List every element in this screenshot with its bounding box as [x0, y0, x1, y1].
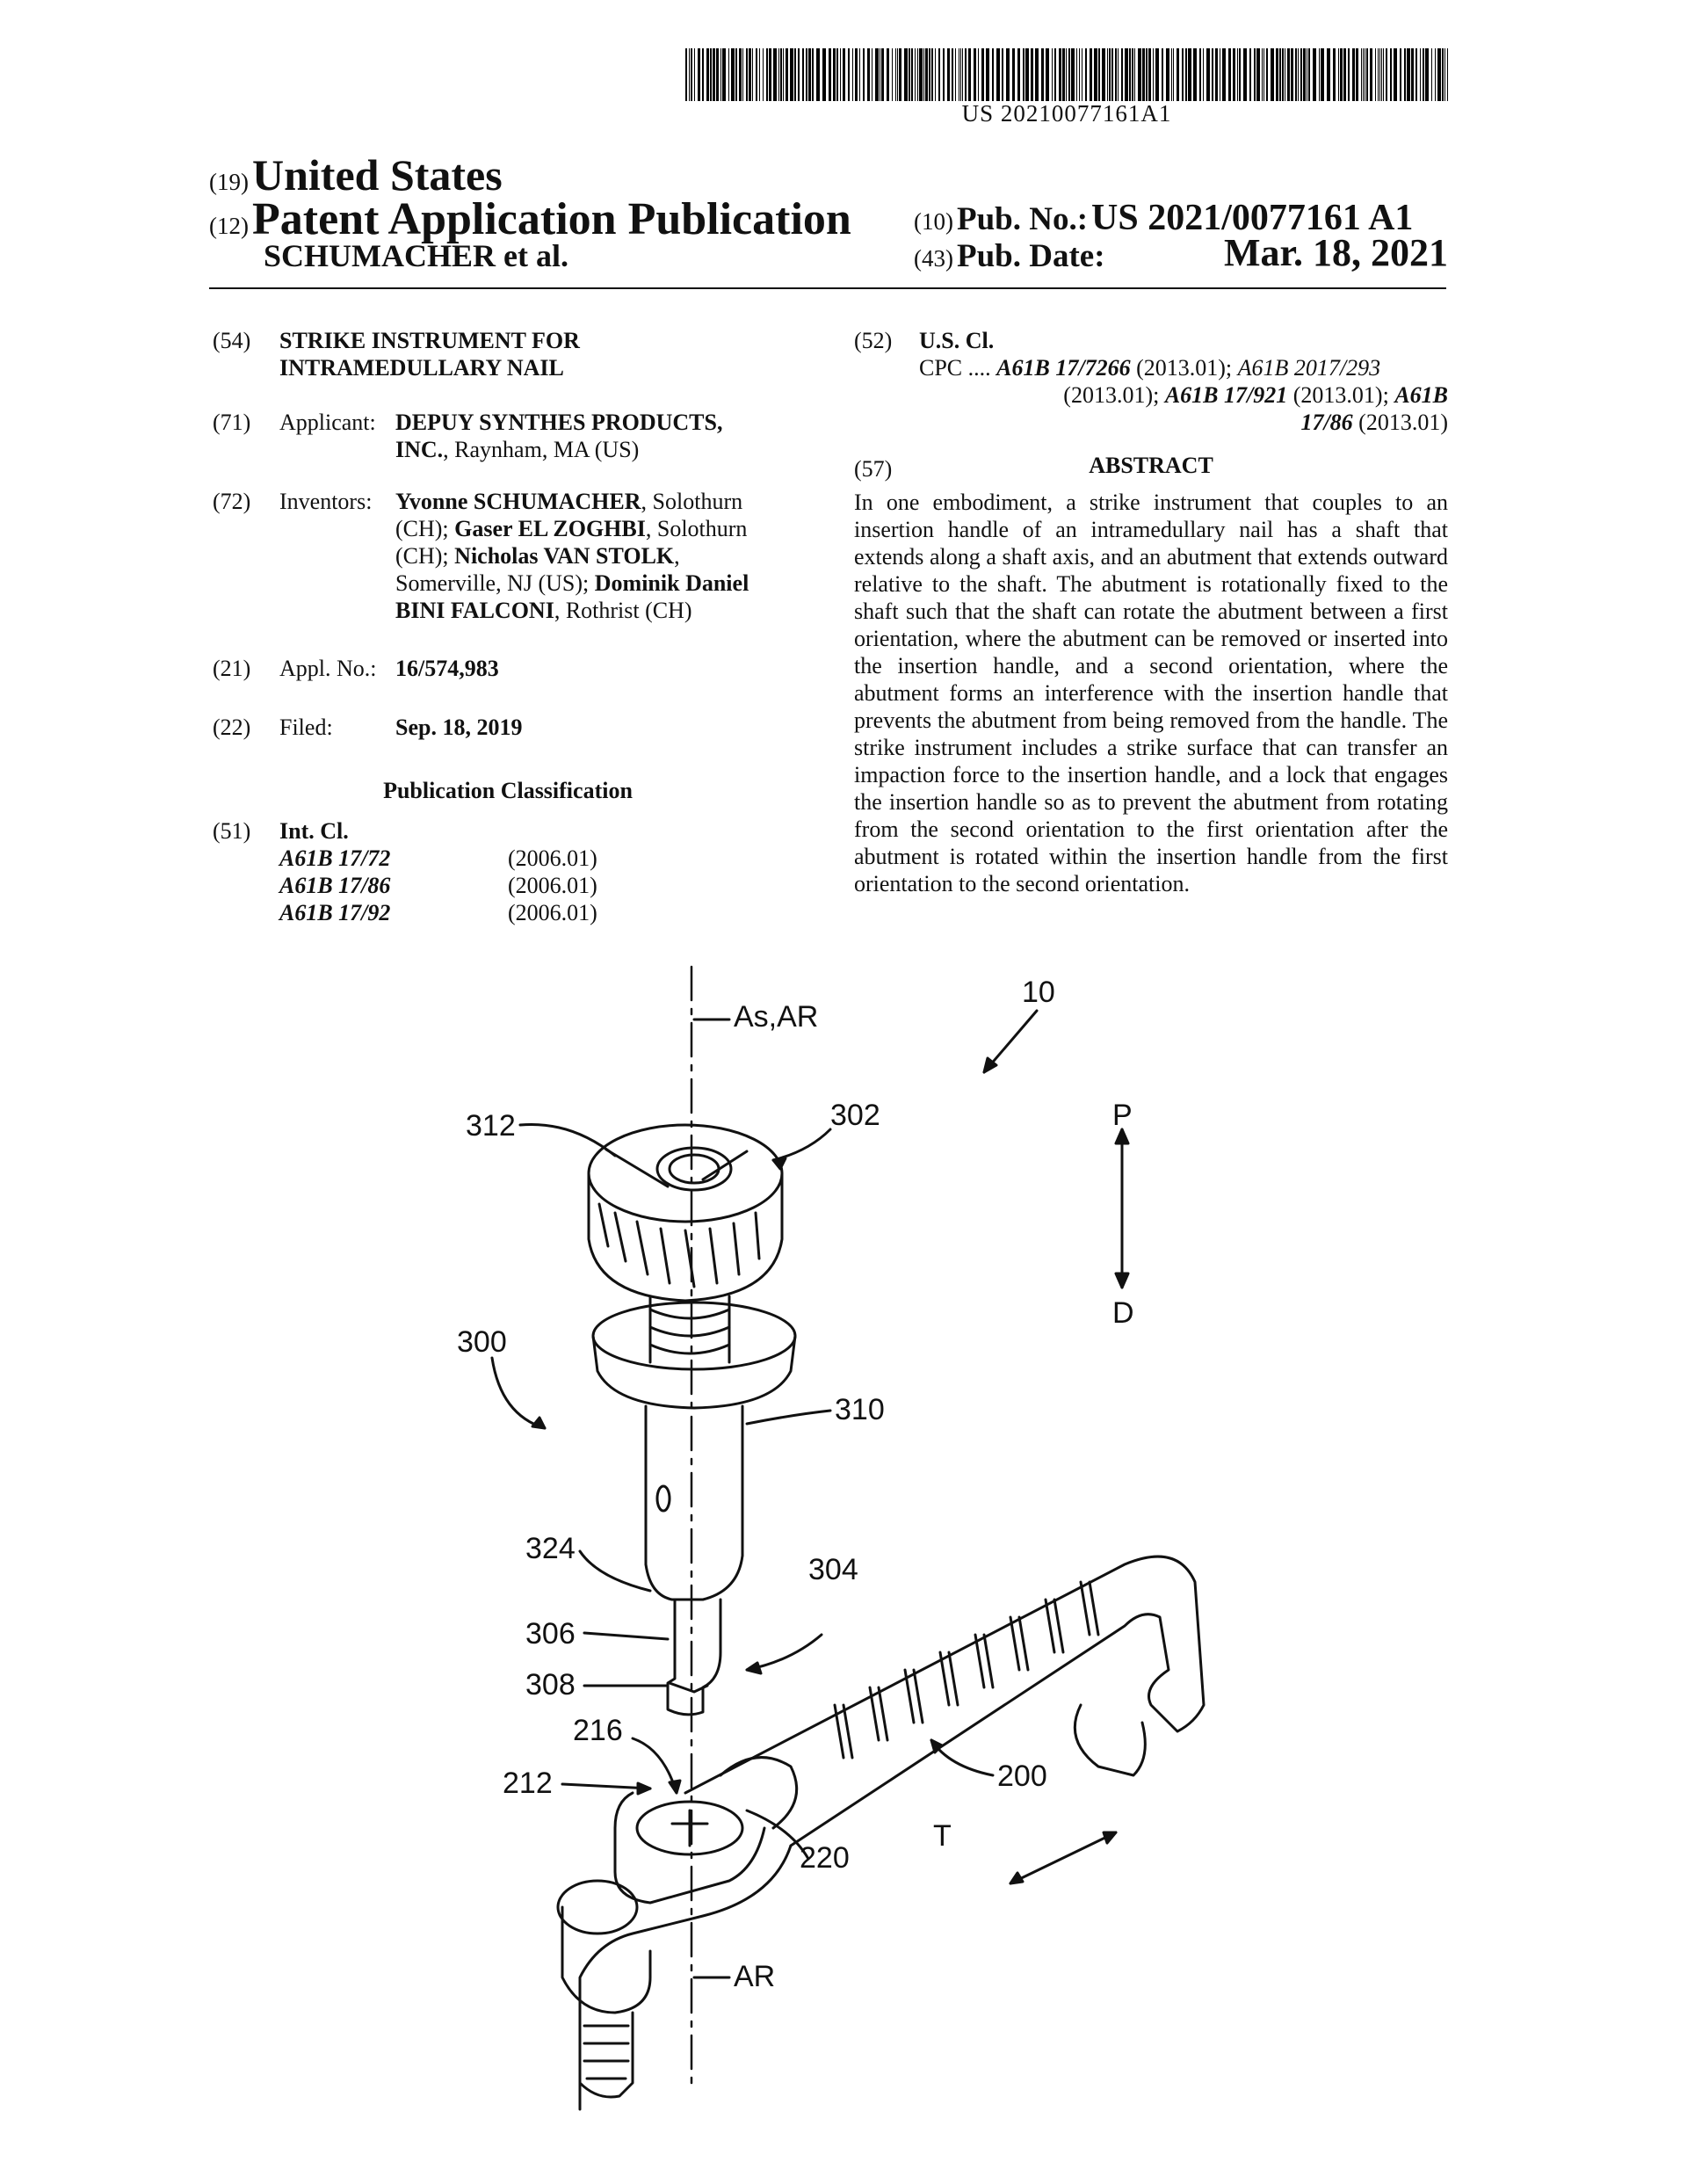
label-ref-220: 220 — [800, 1841, 850, 1875]
publication-type: Patent Application Publication — [251, 194, 851, 244]
inventor-location: , Rothrist (CH) — [554, 598, 692, 623]
barcode-bar — [968, 48, 971, 101]
appl-label: Appl. No.: — [279, 656, 377, 681]
barcode-bar — [1107, 48, 1108, 101]
inventors-label: Inventors: — [279, 489, 373, 514]
barcode-bar — [996, 48, 1000, 101]
label-ref-212: 212 — [503, 1767, 553, 1800]
title-line-1: STRIKE INSTRUMENT FOR — [279, 328, 580, 353]
authors: SCHUMACHER et al. — [264, 238, 568, 273]
barcode-bar — [1142, 48, 1145, 101]
barcode-bar — [769, 48, 771, 101]
barcode-bar — [1132, 48, 1133, 101]
barcode-bar — [1404, 48, 1406, 101]
barcode-bar — [1276, 48, 1278, 101]
barcode-bar — [1041, 48, 1044, 101]
intcl-class: A61B 17/72 — [279, 845, 391, 871]
barcode-bar — [689, 48, 690, 101]
barcode-bar — [1173, 48, 1174, 101]
barcode-bar — [919, 48, 923, 101]
barcode-bar — [892, 48, 893, 101]
intcl-class: A61B 17/86 — [279, 873, 391, 898]
inventor-name: Dominik Daniel — [594, 570, 749, 596]
inventors-line-5 — [395, 597, 692, 624]
inventor-location: , Solothurn — [645, 516, 748, 541]
barcode-bar — [978, 48, 979, 101]
intcl-class: A61B 17/92 — [279, 900, 391, 925]
barcode-bar — [952, 48, 953, 101]
cpc-year: (2013.01); — [1287, 382, 1395, 408]
barcode-bar — [1059, 48, 1061, 101]
barcode-bar — [1308, 48, 1310, 101]
label-axis-top: As,AR — [734, 1000, 819, 1034]
intcl-year: (2006.01) — [508, 873, 597, 898]
barcode-bar — [1271, 48, 1274, 101]
barcode-bar — [1379, 48, 1380, 101]
barcode-bar — [1046, 48, 1049, 101]
barcode-bar — [1102, 48, 1105, 101]
threaded-spring — [650, 1296, 729, 1362]
inventor-separator: , — [674, 543, 680, 569]
barcode-bar — [943, 48, 945, 101]
barcode-bar — [1333, 48, 1336, 101]
barcode-bar — [716, 48, 719, 101]
barcode-bar — [962, 48, 963, 101]
header-divider — [209, 287, 1446, 289]
barcode-bar — [1400, 48, 1401, 101]
barcode-bar — [911, 48, 913, 101]
barcode-bar — [925, 48, 928, 101]
inventor-name: Gaser EL ZOGHBI — [454, 516, 646, 541]
barcode-bar — [1035, 48, 1039, 101]
barcode-bar — [1125, 48, 1128, 101]
barcode-bar — [1423, 48, 1424, 101]
barcode-bar — [1319, 48, 1320, 101]
barcode-bar — [1111, 48, 1113, 101]
barcode-bar — [1017, 48, 1020, 101]
barcode-bar — [1340, 48, 1343, 101]
barcode-bar — [829, 48, 831, 101]
barcode-bar — [915, 48, 916, 101]
barcode-bar — [1343, 48, 1346, 101]
barcode-bar — [947, 48, 950, 101]
applicant-inc: INC. — [395, 437, 444, 462]
barcode-bar — [710, 48, 712, 101]
barcode-bar — [1031, 48, 1033, 101]
pubclass-heading: Publication Classification — [383, 778, 633, 803]
barcode-bar — [1425, 48, 1429, 101]
inventor-location: , Solothurn — [641, 489, 743, 514]
inventor-name: Nicholas VAN STOLK — [454, 543, 675, 569]
barcode-bar — [1115, 48, 1117, 101]
barcode-bar — [759, 48, 760, 101]
intcl-year: (2006.01) — [508, 900, 597, 925]
barcode-bar — [1291, 48, 1293, 101]
barcode-bar — [1177, 48, 1179, 101]
barcode-bar — [965, 48, 967, 101]
barcode-bar — [855, 48, 858, 101]
barcode-bar — [1153, 48, 1154, 101]
label-ref-310: 310 — [835, 1393, 885, 1426]
barcode-bar — [1166, 48, 1169, 101]
barcode-bar — [1148, 48, 1151, 101]
barcode-bar — [881, 48, 884, 101]
barcode-bar — [694, 48, 695, 101]
barcode-bar — [1370, 48, 1372, 101]
inventors-line-3 — [395, 542, 680, 570]
barcode-bar — [1366, 48, 1368, 101]
pubno-code: (10) — [914, 208, 953, 235]
title-line-2: INTRAMEDULLARY NAIL — [279, 355, 564, 381]
barcode-bar — [1237, 48, 1238, 101]
barcode-bar — [1298, 48, 1299, 101]
country-code: (19) — [209, 169, 249, 195]
barcode-bar — [1407, 48, 1410, 101]
barcode-bar — [806, 48, 807, 101]
barcode-bar — [986, 48, 989, 101]
barcode-bar — [1256, 48, 1260, 101]
intcl-code: (51) — [213, 818, 251, 844]
barcode-bar — [1386, 48, 1387, 101]
barcode-bar — [1394, 48, 1397, 101]
type-code: (12) — [209, 213, 249, 239]
applicant-line-2 — [395, 436, 639, 463]
applicant-line-1: DEPUY SYNTHES PRODUCTS, — [395, 410, 723, 435]
label-ref-308: 308 — [525, 1668, 576, 1701]
cpc-line-3 — [879, 409, 1448, 436]
barcode-bar — [720, 48, 721, 101]
barcode — [685, 48, 1448, 101]
cpc-year: (2013.01); — [1063, 382, 1165, 408]
label-dir-t: T — [933, 1819, 952, 1853]
abutment — [668, 1600, 720, 1715]
barcode-bar — [1381, 48, 1382, 101]
barcode-bar — [1129, 48, 1131, 101]
barcode-bar — [923, 48, 924, 101]
abstract-heading: ABSTRACT — [1089, 453, 1213, 478]
barcode-bar — [1085, 48, 1087, 101]
intcl-label: Int. Cl. — [279, 818, 349, 844]
barcode-bar — [836, 48, 838, 101]
barcode-bar — [1006, 48, 1010, 101]
appl-code: (21) — [213, 656, 251, 681]
barcode-bar — [752, 48, 753, 101]
cpc-line-1 — [919, 354, 1380, 381]
inventor-name: Yvonne SCHUMACHER — [395, 489, 641, 514]
pubdate-label: Pub. Date: — [956, 238, 1105, 274]
barcode-bar — [778, 48, 779, 101]
barcode-bar — [1054, 48, 1056, 101]
barcode-bar — [1437, 48, 1441, 101]
barcode-bar — [843, 48, 845, 101]
barcode-bar — [1287, 48, 1290, 101]
barcode-bar — [685, 48, 687, 101]
filed-code: (22) — [213, 715, 251, 740]
barcode-bar — [746, 48, 748, 101]
barcode-bar — [1390, 48, 1392, 101]
barcode-bar — [899, 48, 901, 101]
barcode-bar — [960, 48, 961, 101]
barcode-bar — [808, 48, 811, 101]
pubdate-line — [914, 237, 1105, 275]
barcode-bar — [822, 48, 826, 101]
barcode-bar — [1066, 48, 1067, 101]
barcode-bar — [1295, 48, 1297, 101]
barcode-bar — [1378, 48, 1379, 101]
barcode-bar — [1155, 48, 1159, 101]
filed-value: Sep. 18, 2019 — [395, 715, 523, 740]
title-code: (54) — [213, 328, 251, 353]
uscl-label: U.S. Cl. — [919, 328, 995, 353]
barcode-bar — [722, 48, 726, 101]
barcode-bar — [1321, 48, 1324, 101]
barcode-bar — [1348, 48, 1350, 101]
inventors-line-1 — [395, 488, 742, 515]
barcode-bar — [859, 48, 860, 101]
barcode-bar — [867, 48, 870, 101]
barcode-bar — [1239, 48, 1241, 101]
barcode-bar — [1203, 48, 1204, 101]
barcode-bar — [1375, 48, 1376, 101]
cpc-year: (2013.01); — [1130, 355, 1238, 381]
barcode-bar — [756, 48, 757, 101]
abstract-code: (57) — [854, 456, 893, 482]
applicant-label: Applicant: — [279, 410, 376, 435]
barcode-bar — [904, 48, 908, 101]
barcode-bar — [1300, 48, 1302, 101]
barcode-bar — [812, 48, 814, 101]
barcode-number: US 20210077161A1 — [961, 100, 1172, 127]
barcode-bar — [1068, 48, 1070, 101]
inventor-location: (CH); — [395, 543, 455, 569]
barcode-bar — [1447, 48, 1448, 101]
barcode-bar — [929, 48, 930, 101]
barcode-bar — [735, 48, 737, 101]
barcode-bar — [816, 48, 820, 101]
barcode-bar — [875, 48, 879, 101]
barcode-bar — [786, 48, 788, 101]
label-axis-bottom: AR — [734, 1960, 776, 1993]
barcode-bar — [1076, 48, 1077, 101]
pubno-label: Pub. No.: — [956, 201, 1089, 237]
barcode-bar — [794, 48, 796, 101]
barcode-bar — [1420, 48, 1421, 101]
barcode-bar — [1071, 48, 1075, 101]
barcode-bar — [798, 48, 800, 101]
abstract-text: In one embodiment, a strike instrument that couples to an insertion handle of an intramedullary nail has a shaft that extends along a shaft axis, and an abutment that extends outward relative to the shaft. The abutment is rotationally fixed to the shaft such that the shaft can rotate the abutment between a first orientation, where the abutment can be removed or inserted into the insertion handle, and a second orientation, where the abutment forms an interference with the insertion handle that prevents the abutment from being removed from the handle. The strike instrument includes a strike surface that can transfer an impaction force to the insertion handle, and a lock that engages the insertion handle so as to prevent the abutment from rotating from the second orientation to the first orientation after the abutment is rotated within the insertion handle from the first orientation to the second orientation. — [854, 490, 1448, 896]
barcode-bar — [1262, 48, 1263, 101]
barcode-bar — [1327, 48, 1330, 101]
barcode-bar — [1228, 48, 1231, 101]
label-ref-306: 306 — [525, 1617, 576, 1651]
barcode-bar — [1363, 48, 1364, 101]
cpc-year: (2013.01) — [1352, 410, 1448, 435]
barcode-bar — [1109, 48, 1111, 101]
barcode-bar — [1118, 48, 1119, 101]
barcode-bar — [1188, 48, 1191, 101]
barcode-bar — [1193, 48, 1197, 101]
label-ref-216: 216 — [573, 1714, 623, 1747]
barcode-bar — [1134, 48, 1135, 101]
barcode-bar — [802, 48, 804, 101]
barcode-bar — [783, 48, 784, 101]
barcode-bar — [749, 48, 751, 101]
barcode-bar — [935, 48, 936, 101]
barcode-bar — [1138, 48, 1141, 101]
barcode-bar — [1431, 48, 1432, 101]
strike-cap — [589, 1125, 782, 1301]
barcode-bar — [955, 48, 956, 101]
label-ref-304: 304 — [808, 1553, 858, 1586]
barcode-bar — [895, 48, 896, 101]
appl-value: 16/574,983 — [395, 656, 499, 681]
barcode-bar — [1206, 48, 1210, 101]
barcode-bar — [833, 48, 836, 101]
barcode-bar — [1182, 48, 1184, 101]
label-ref-302: 302 — [830, 1099, 880, 1132]
barcode-bar — [1442, 48, 1444, 101]
barcode-bar — [1162, 48, 1163, 101]
barcode-bar — [763, 48, 764, 101]
barcode-bar — [731, 48, 735, 101]
barcode-bar — [706, 48, 709, 101]
barcode-bar — [1025, 48, 1029, 101]
uscl-code: (52) — [854, 328, 893, 353]
pubno-value: US 2021/0077161 A1 — [1091, 198, 1414, 238]
barcode-bar — [974, 48, 976, 101]
barcode-bar — [1199, 48, 1201, 101]
barcode-bar — [897, 48, 898, 101]
cpc-class: A61B 17/7266 — [996, 355, 1131, 381]
barcode-bar — [848, 48, 850, 101]
barcode-bar — [917, 48, 918, 101]
barcode-bar — [1282, 48, 1284, 101]
barcode-bar — [728, 48, 729, 101]
pubdate-code: (43) — [914, 245, 953, 272]
barcode-bar — [1361, 48, 1362, 101]
barcode-bar — [992, 48, 994, 101]
barcode-bar — [1012, 48, 1015, 101]
barcode-bar — [1411, 48, 1414, 101]
barcode-bar — [852, 48, 853, 101]
barcode-bar — [1279, 48, 1281, 101]
inventor-location: (CH); — [395, 516, 455, 541]
barcode-bar — [1222, 48, 1226, 101]
barcode-bar — [1249, 48, 1251, 101]
barcode-bar — [1098, 48, 1100, 101]
barcode-bar — [780, 48, 782, 101]
barcode-bar — [909, 48, 910, 101]
label-ref-324: 324 — [525, 1532, 576, 1565]
label-ref-200: 200 — [997, 1760, 1047, 1793]
barcode-bar — [691, 48, 692, 101]
barcode-bar — [1023, 48, 1025, 101]
label-ref-300: 300 — [457, 1325, 507, 1359]
barcode-bar — [1254, 48, 1256, 101]
barcode-bar — [766, 48, 768, 101]
barcode-bar — [981, 48, 984, 101]
label-ref-10: 10 — [1022, 976, 1055, 1009]
barcode-bar — [1121, 48, 1123, 101]
barcode-bar — [790, 48, 793, 101]
country: United States — [251, 150, 503, 200]
barcode-bar — [1062, 48, 1065, 101]
barcode-bar — [773, 48, 777, 101]
cpc-class: 17/86 — [1300, 410, 1353, 435]
barcode-bar — [1338, 48, 1339, 101]
barcode-bar — [1094, 48, 1097, 101]
pubdate-value: Mar. 18, 2021 — [1223, 231, 1448, 274]
barcode-bar — [1243, 48, 1247, 101]
barcode-bar — [1233, 48, 1235, 101]
barcode-bar — [713, 48, 715, 101]
barcode-bar — [742, 48, 743, 101]
barcode-bar — [1263, 48, 1264, 101]
shaft — [646, 1406, 742, 1600]
barcode-bar — [1212, 48, 1213, 101]
barcode-bar — [1313, 48, 1316, 101]
barcode-bar — [1415, 48, 1417, 101]
barcode-bar — [739, 48, 742, 101]
barcode-bar — [702, 48, 704, 101]
barcode-bar — [1356, 48, 1358, 101]
label-dir-d: D — [1112, 1296, 1134, 1330]
intcl-year: (2006.01) — [508, 845, 597, 871]
applicant-location: , Raynham, MA (US) — [443, 437, 640, 462]
barcode-bar — [1435, 48, 1436, 101]
barcode-bar — [1171, 48, 1172, 101]
barcode-bar — [840, 48, 841, 101]
barcode-bar — [1383, 48, 1384, 101]
barcode-bar — [1002, 48, 1003, 101]
applicant-code: (71) — [213, 410, 251, 435]
cpc-line-2 — [879, 381, 1448, 409]
barcode-bar — [863, 48, 865, 101]
patent-figure — [0, 949, 1687, 2162]
cpc-class: A61B — [1394, 382, 1448, 408]
barcode-bar — [1266, 48, 1268, 101]
barcode-bar — [1185, 48, 1187, 101]
barcode-bar — [1052, 48, 1053, 101]
barcode-bar — [938, 48, 940, 101]
barcode-bar — [698, 48, 700, 101]
inventor-name: BINI FALCONI — [395, 598, 554, 623]
barcode-bar — [931, 48, 933, 101]
barcode-bar — [1215, 48, 1218, 101]
inventors-code: (72) — [213, 489, 251, 514]
inventors-line-2 — [395, 515, 747, 542]
inventor-location: Somerville, NJ (US); — [395, 570, 595, 596]
barcode-bar — [1090, 48, 1092, 101]
label-dir-p: P — [1112, 1099, 1133, 1132]
cpc-label: CPC .... — [919, 355, 991, 381]
barcode-bar — [1444, 48, 1445, 101]
filed-label: Filed: — [279, 715, 333, 740]
cpc-class: A61B 17/921 — [1164, 382, 1288, 408]
barcode-bar — [1303, 48, 1306, 101]
cpc-class: A61B 2017/293 — [1237, 355, 1381, 381]
barcode-bar — [887, 48, 889, 101]
barcode-bar — [1079, 48, 1080, 101]
barcode-bar — [1352, 48, 1355, 101]
barcode-bar — [1146, 48, 1148, 101]
label-ref-312: 312 — [466, 1109, 516, 1143]
inventors-line-4 — [395, 570, 749, 597]
